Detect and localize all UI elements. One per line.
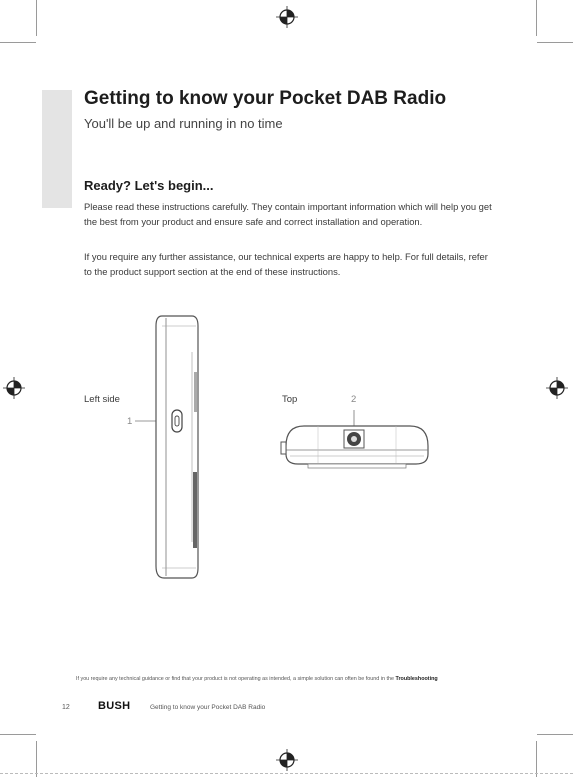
troubleshooting-link-text: Troubleshooting <box>395 676 438 682</box>
top-label: Top <box>282 394 298 405</box>
trim-line <box>0 773 573 774</box>
registration-mark-icon <box>276 749 298 771</box>
crop-mark <box>537 734 573 735</box>
left-side-device-illustration <box>130 312 210 582</box>
page-number: 12 <box>62 704 70 711</box>
page-title: Getting to know your Pocket DAB Radio <box>84 88 447 109</box>
left-side-label: Left side <box>84 394 120 405</box>
registration-mark-icon <box>3 377 25 399</box>
crop-mark <box>536 0 537 36</box>
registration-mark-icon <box>546 377 568 399</box>
top-device-illustration <box>278 410 438 474</box>
troubleshooting-note-text: If you require any technical guidance or find that your product is not operating as intended, a simple solution can often be found in the <box>76 676 396 682</box>
crop-mark <box>0 42 36 43</box>
brand-logo: BUSH <box>98 700 131 712</box>
crop-mark <box>36 741 37 777</box>
running-title: Getting to know your Pocket DAB Radio <box>150 704 266 711</box>
assistance-paragraph: If you require any further assistance, our technical experts are happy to help. For full details, refer to the product support section at the end of these instructions. <box>84 251 488 277</box>
registration-mark-icon <box>276 6 298 28</box>
crop-mark <box>537 42 573 43</box>
section-tab-corner <box>42 178 72 208</box>
crop-mark <box>0 734 36 735</box>
section-heading: Ready? Let's begin... <box>84 178 214 193</box>
page-subtitle: You'll be up and running in no time <box>84 116 283 131</box>
intro-paragraph: Please read these instructions carefully. They contain important information which will help you get the best from your product and ensure safe and correct installation and operation. <box>84 201 492 227</box>
callout-number-2: 2 <box>351 394 357 405</box>
troubleshooting-note <box>76 676 438 682</box>
crop-mark <box>36 0 37 36</box>
crop-mark <box>536 741 537 777</box>
callout-number-1: 1 <box>127 416 133 427</box>
